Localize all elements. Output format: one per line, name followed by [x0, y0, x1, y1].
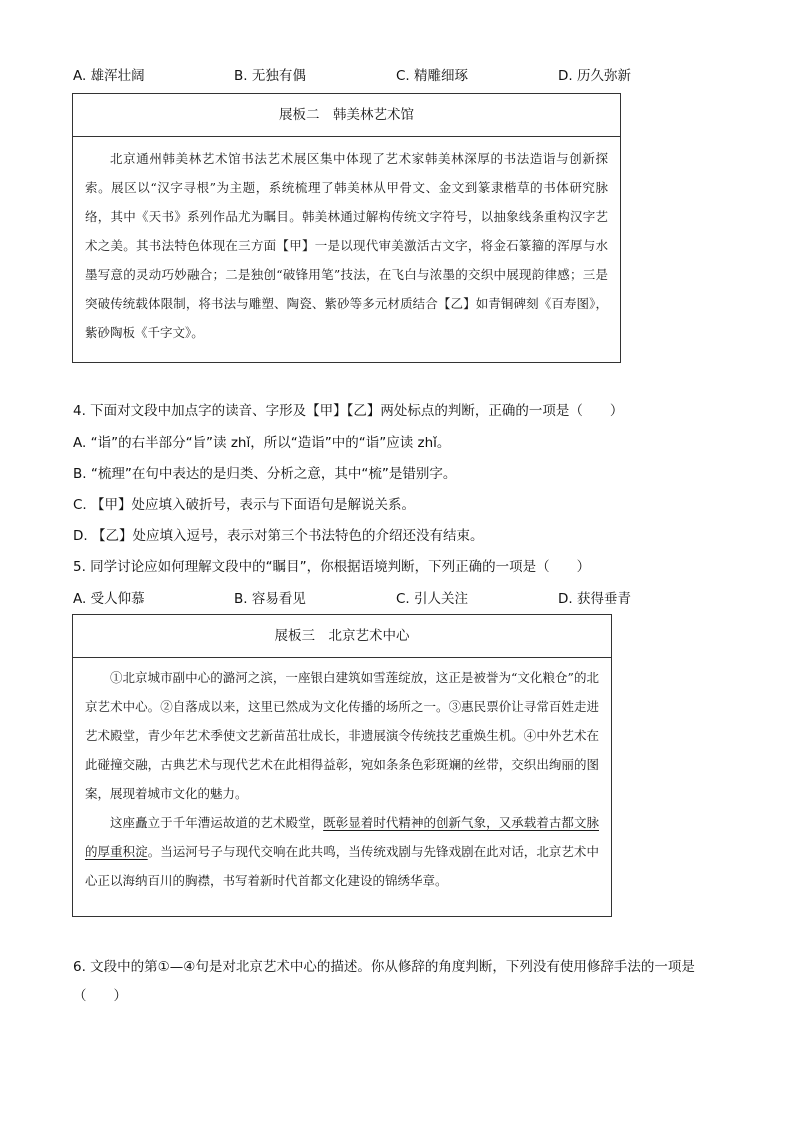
q6-stem: 6. 文段中的第①—④句是对北京艺术中心的描述。你从修辞的角度判断，下列没有使用修辞手法的一项是: [73, 959, 695, 975]
panel-2-paragraph: 北京通州韩美林艺术馆书法艺术展区集中体现了艺术家韩美林深厚的书法造诣与创新探索。展区以“汉字寻根”为主题，系统梳理了韩美林从甲骨文、金文到篆隶楷草的书体研究脉络，其中《天书》系列作品尤为瞩目。韩美林通过解构传统文字符号，以抽象线条重构汉字艺术之美。其书法特色体现在三方面【甲】一是以现代审美激活古文字，将金石篆籀的浑厚与水墨写意的灵动巧妙融合；二是独创“破锋用笔”技法，在飞白与浓墨的交织中展现韵律感；三是突破传统载体限制，将书法与雕塑、陶瓷、紫砂等多元材质结合【乙】如青铜碑刻《百寿图》，紫砂陶板《千字文》。: [85, 151, 608, 340]
panel-3-title: 展板三 北京艺术中心: [73, 615, 611, 658]
q5-option-d: D. 获得垂青: [558, 591, 631, 607]
q4-option-d: D. 【乙】处应填入逗号，表示对第三个书法特色的介绍还没有结束。: [73, 528, 484, 544]
q3-option-d: D. 历久弥新: [558, 68, 631, 84]
panel-2-body: [85, 144, 608, 347]
panel-3-p2-lead: 这座矗立于千年漕运故道的艺术殿堂，: [110, 815, 324, 830]
panel-2-box: [72, 93, 621, 363]
q4-option-b: B. “梳理”在句中表达的是归类、分析之意，其中“梳”是错别字。: [73, 466, 457, 482]
q3-option-a: A. 雄浑壮阔: [73, 68, 145, 84]
q5-stem: 5. 同学讨论应如何理解文段中的“瞩目”，你根据语境判断，下列正确的一项是（ ）: [73, 559, 591, 575]
panel-3-body: [85, 663, 599, 895]
q4-option-a: A. “诣”的右半部分“旨”读 zhǐ，所以“造诣”中的“诣”应读 zhǐ。: [73, 435, 451, 451]
q4-stem: 4. 下面对文段中加点字的读音、字形及【甲】【乙】两处标点的判断，正确的一项是（ ）: [73, 403, 624, 419]
q5-option-b: B. 容易看见: [234, 591, 306, 607]
q5-option-c: C. 引人关注: [396, 591, 469, 607]
panel-3-box: [72, 614, 612, 917]
q3-option-b: B. 无独有偶: [234, 68, 306, 84]
panel-3-paragraph-2: [85, 808, 599, 895]
panel-3-p2-tail: 。当运河号子与现代交响在此共鸣，当传统戏剧与先锋戏剧在此对话，北京艺术中心正以海纳百川的胸襟，书写着新时代首都文化建设的锦绣华章。: [85, 844, 599, 888]
q5-option-a: A. 受人仰慕: [73, 591, 145, 607]
q4-option-c: C. 【甲】处应填入破折号，表示与下面语句是解说关系。: [73, 497, 416, 513]
panel-3-paragraph-1: ①北京城市副中心的潞河之滨，一座银白建筑如雪莲绽放，这正是被誉为“文化粮仓”的北京艺术中心。②自落成以来，这里已然成为文化传播的场所之一。③惠民票价让寻常百姓走进艺术殿堂，青少年艺术季使文艺新苗茁壮成长，非遗展演令传统技艺重焕生机。④中外艺术在此碰撞交融，古典艺术与现代艺术在此相得益彰，宛如条条色彩斑斓的丝带，交织出绚丽的图案，展现着城市文化的魅力。: [85, 670, 599, 801]
q3-option-c: C. 精雕细琢: [396, 68, 469, 84]
panel-3-underlined-sentence: 既彰显着时代精神的创新气象，又承载着古都文脉的厚重积淀: [85, 815, 599, 859]
panel-2-title: 展板二 韩美林艺术馆: [73, 94, 620, 137]
q6-stem-parentheses: （ ）: [73, 988, 127, 1004]
